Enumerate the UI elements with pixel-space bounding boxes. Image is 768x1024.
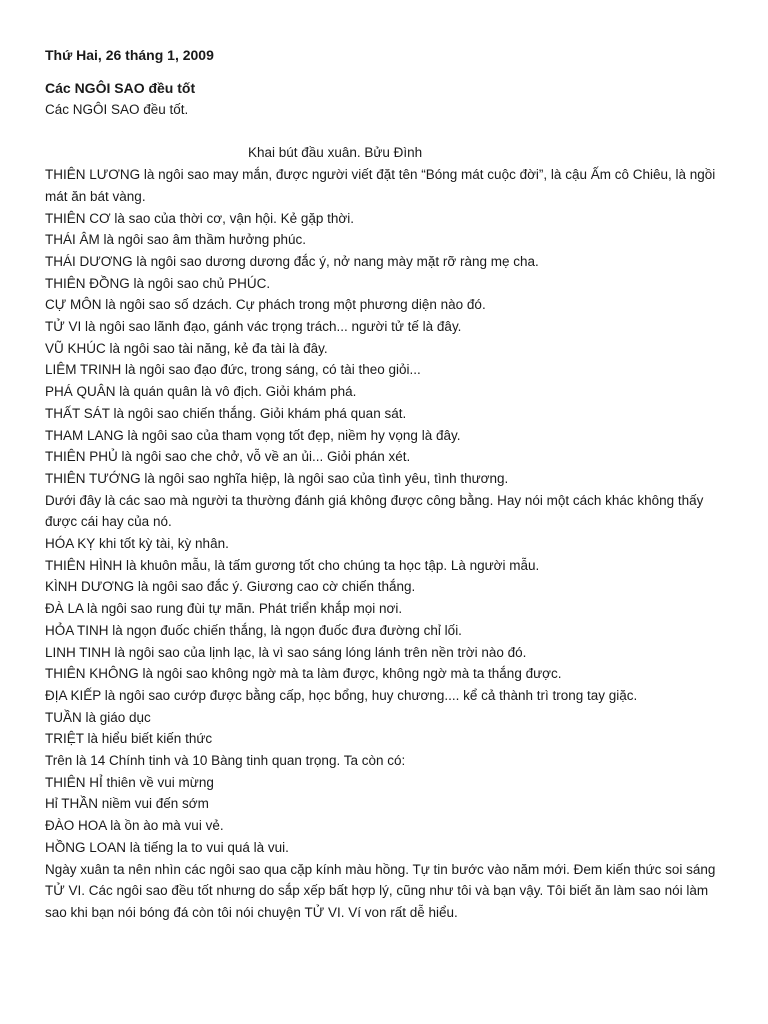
paragraph: KÌNH DƯƠNG là ngôi sao đắc ý. Giương cao cờ chiến thắng. [45,579,416,595]
post-title: Các NGÔI SAO đều tốt [45,80,196,96]
paragraph: THIÊN ĐỒNG là ngôi sao chủ PHÚC. [45,275,271,291]
paragraph: HÓA KỴ khi tốt kỳ tài, kỳ nhân. [45,536,229,552]
paragraph: THIÊN CƠ là sao của thời cơ, vận hội. Kẻ gặp thời. [45,210,355,226]
post-date: Thứ Hai, 26 tháng 1, 2009 [45,47,214,63]
paragraph: Hỉ THẦN niềm vui đến sớm [45,796,209,812]
paragraph: LINH TINH là ngôi sao của lịnh lạc, là vì sao sáng lóng lánh trên nền trời nào đó. [45,644,527,660]
paragraph: VŨ KHÚC là ngôi sao tài năng, kẻ đa tài là đây. [45,340,328,356]
paragraph: THIÊN TƯỚNG là ngôi sao nghĩa hiệp, là ngôi sao của tình yêu, tình thương. [45,470,509,486]
paragraph: LIÊM TRINH là ngôi sao đạo đức, trong sáng, có tài theo giỏi... [45,362,421,378]
paragraph: THIÊN HÌNH là khuôn mẫu, là tấm gương tốt cho chúng ta học tập. Là người mẫu. [45,557,540,573]
paragraph: THẤT SÁT là ngôi sao chiến thắng. Giỏi khám phá quan sát. [45,405,407,421]
paragraph: THIÊN HỈ thiên về vui mừng [45,774,214,790]
paragraph: Ngày xuân ta nên nhìn các ngôi sao qua cặp kính màu hồng. Tự tin bước vào năm mới. Đem kiến thức soi sáng TỬ VI. Các ngôi sao đều tốt nhưng do sắp xếp bất hợp lý, cũng như tôi và bạn vậy. Tôi biết ăn làm sao nói làm sao khi bạn nói bóng đá còn tôi nói chuyện TỬ VI. Ví von rất dễ hiểu. [45,861,716,920]
paragraph: Trên là 14 Chính tinh và 10 Bàng tinh quan trọng. Ta còn có: [45,753,406,769]
paragraph: ĐÀ LA là ngôi sao rung đùi tự mãn. Phát triển khắp mọi nơi. [45,601,403,617]
post-byline: Khai bút đầu xuân. Bửu Đình [248,145,423,161]
paragraph: THIÊN PHỦ là ngôi sao che chở, vỗ về an ủi... Giỏi phán xét. [45,449,411,465]
document-page [45,44,725,924]
paragraph: TRIỆT là hiểu biết kiến thức [45,731,213,747]
paragraph: HỒNG LOAN là tiếng la to vui quá là vui. [45,839,289,855]
paragraph: ĐÀO HOA là ồn ào mà vui vẻ. [45,818,224,834]
paragraph: ĐỊA KIẾP là ngôi sao cướp được bằng cấp, học bổng, huy chương.... kể cả thành trì trong tay giặc. [45,687,638,703]
paragraph: THÁI ÂM là ngôi sao âm thầm hưởng phúc. [45,232,307,248]
paragraph: Dưới đây là các sao mà người ta thường đánh giá không được công bằng. Hay nói một cách khác không thấy được cái hay của nó. [45,492,704,530]
paragraph: THAM LANG là ngôi sao của tham vọng tốt đẹp, niềm hy vọng là đây. [45,427,461,443]
paragraph: CỰ MÔN là ngôi sao số dzách. Cự phách trong một phương diện nào đó. [45,297,486,313]
post-body [45,164,725,924]
paragraph: TUẦN là giáo dục [45,709,151,725]
paragraph: THÁI DƯƠNG là ngôi sao dương dương đắc ý, nở nang mày mặt rỡ ràng mẹ cha. [45,253,539,269]
paragraph: HỎA TINH là ngọn đuốc chiến thắng, là ngọn đuốc đưa đường chỉ lối. [45,622,462,638]
post-subtitle: Các NGÔI SAO đều tốt. [45,102,189,117]
paragraph: PHÁ QUÂN là quán quân là vô địch. Giỏi khám phá. [45,384,357,400]
paragraph: TỬ VI là ngôi sao lãnh đạo, gánh vác trọng trách... người tử tế là đây. [45,319,462,335]
paragraph: THIÊN LƯƠNG là ngôi sao may mắn, được người viết đặt tên “Bóng mát cuộc đời”, là cậu Ấm cô Chiêu, là ngồi mát ăn bát vàng. [45,167,716,204]
paragraph: THIÊN KHÔNG là ngôi sao không ngờ mà ta làm được, không ngờ mà ta thắng được. [45,666,562,682]
